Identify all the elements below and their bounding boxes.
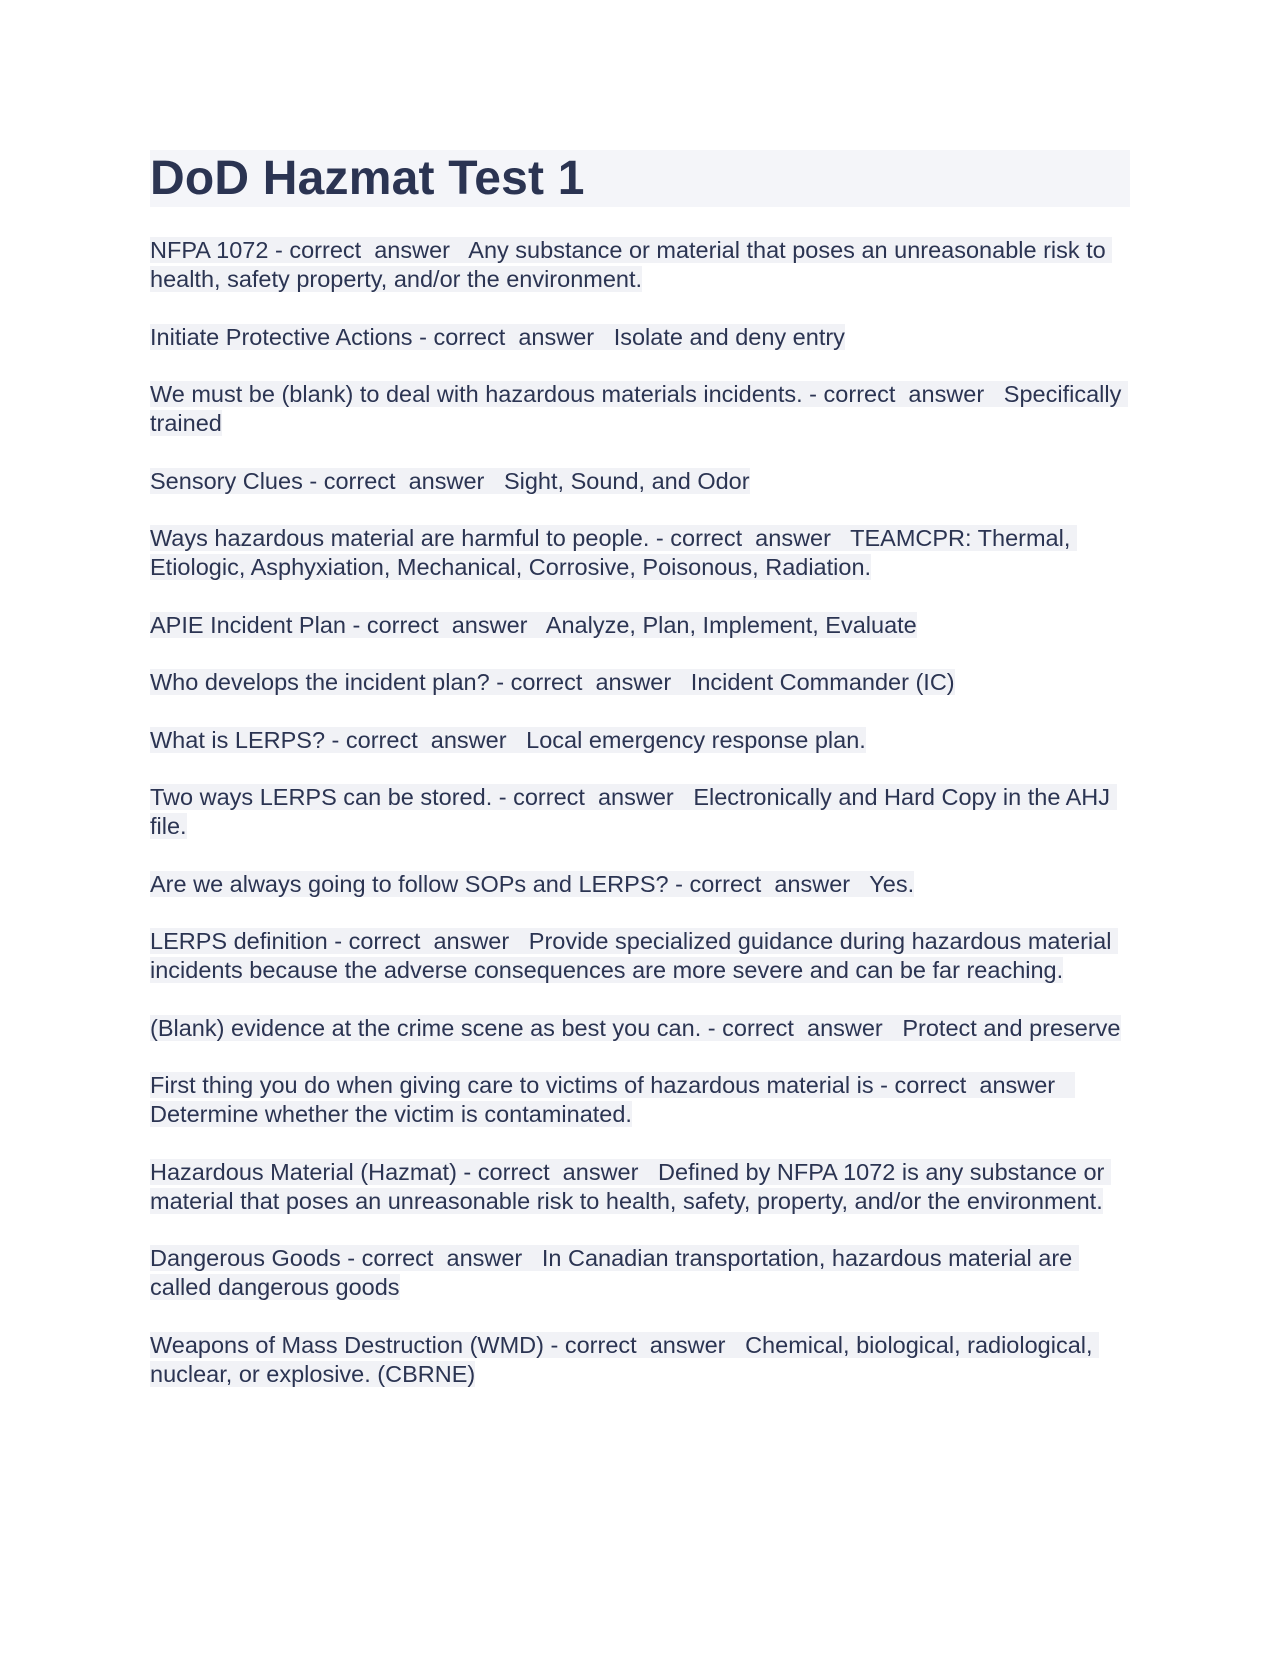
qa-answer-label: correct answer: [348, 928, 510, 954]
title-band: [150, 150, 1130, 207]
qa-answer: Defined by NFPA 1072 is any substance or material that poses an unreasonable risk to health, safety, property, and/or the environment.: [150, 1158, 1111, 1214]
qa-term: APIE Incident Plan: [150, 611, 346, 638]
qa-term: Dangerous Goods: [150, 1245, 341, 1271]
qa-separator: -: [340, 1245, 362, 1271]
qa-term: Weapons of Mass Destruction (WMD): [150, 1331, 544, 1358]
qa-term: Who develops the incident plan?: [150, 669, 490, 695]
qa-highlight: [150, 525, 1077, 580]
qa-answer-label: correct answer: [564, 1331, 726, 1358]
qa-gap: [450, 237, 468, 263]
qa-separator: -: [489, 669, 511, 695]
qa-highlight: [150, 1072, 1075, 1127]
qa-separator: -: [649, 525, 671, 551]
qa-item: [150, 524, 1130, 582]
qa-highlight: [150, 468, 750, 494]
qa-gap: [850, 871, 869, 897]
qa-separator: -: [327, 928, 349, 954]
qa-highlight: [150, 1332, 1099, 1387]
qa-answer-label: correct answer: [894, 1072, 1056, 1098]
qa-separator: -: [412, 323, 434, 350]
qa-separator: -: [345, 611, 367, 638]
qa-answer-label: correct answer: [823, 381, 985, 407]
qa-highlight: [150, 381, 1128, 436]
qa-gap: [509, 928, 529, 954]
qa-answer: Incident Commander (IC): [690, 669, 955, 695]
qa-answer-label: correct answer: [433, 323, 595, 350]
qa-gap: [984, 381, 1004, 407]
qa-list: [150, 236, 1130, 1389]
qa-answer: Determine whether the victim is contaminated.: [150, 1101, 632, 1127]
qa-gap: [527, 612, 545, 638]
qa-term: (Blank) evidence at the crime scene as best you can.: [150, 1014, 702, 1041]
qa-highlight: [150, 784, 1117, 839]
qa-highlight: [150, 324, 845, 350]
qa-answer: Isolate and deny entry: [613, 323, 845, 350]
qa-term: First thing you do when giving care to victims of hazardous material is: [150, 1072, 874, 1098]
qa-answer-label: correct answer: [361, 1245, 523, 1271]
qa-answer: TEAMCPR: Thermal, Etiologic, Asphyxiation, Mechanical, Corrosive, Poisonous, Radiation.: [150, 525, 1077, 580]
qa-highlight: [150, 612, 917, 638]
qa-answer-label: correct answer: [722, 1014, 883, 1041]
qa-item: [150, 467, 1130, 496]
qa-answer: Sight, Sound, and Odor: [503, 467, 750, 494]
qa-answer: Chemical, biological, radiological, nuclear, or explosive. (CBRNE): [150, 1331, 1100, 1387]
qa-separator: -: [668, 870, 690, 897]
qa-gap: [674, 784, 694, 810]
qa-separator: -: [701, 1014, 723, 1041]
qa-highlight: [150, 727, 866, 753]
qa-answer-label: correct answer: [510, 669, 672, 695]
qa-item: [150, 1071, 1130, 1129]
qa-answer: Provide specialized guidance during hazardous material incidents because the adverse consequences are more severe and can be far reaching.: [150, 928, 1118, 983]
qa-item: [150, 927, 1130, 985]
qa-answer: In Canadian transportation, hazardous material are called dangerous goods: [150, 1245, 1079, 1300]
qa-item: [150, 668, 1130, 697]
qa-highlight: [150, 1159, 1111, 1214]
qa-highlight: [150, 871, 914, 897]
qa-separator: -: [543, 1331, 565, 1358]
qa-separator: -: [302, 467, 324, 494]
qa-answer: Protect and preserve: [902, 1014, 1121, 1041]
qa-answer: Analyze, Plan, Implement, Evaluate: [545, 611, 917, 638]
qa-separator: -: [325, 726, 346, 753]
qa-gap: [594, 324, 614, 350]
qa-term: LERPS definition: [150, 928, 328, 954]
qa-item: [150, 380, 1130, 438]
qa-term: NFPA 1072: [150, 237, 269, 263]
qa-highlight: [150, 1245, 1079, 1300]
qa-answer: Specifically trained: [150, 381, 1128, 436]
qa-term: Are we always going to follow SOPs and LERPS?: [150, 870, 669, 897]
qa-answer-label: correct answer: [289, 237, 450, 263]
qa-answer: Any substance or material that poses an unreasonable risk to health, safety property, and/or the environment.: [150, 237, 1113, 292]
qa-term: Two ways LERPS can be stored.: [150, 784, 493, 810]
qa-gap: [507, 727, 527, 753]
qa-answer-label: correct answer: [345, 726, 507, 753]
qa-term: We must be (blank) to deal with hazardous materials incidents.: [150, 381, 803, 407]
document-page: [150, 150, 1130, 1417]
qa-term: Ways hazardous material are harmful to people.: [150, 525, 650, 551]
qa-term: Hazardous Material (Hazmat): [150, 1158, 457, 1185]
qa-item: [150, 870, 1130, 899]
qa-gap: [1055, 1072, 1075, 1098]
qa-item: [150, 783, 1130, 841]
qa-gap: [522, 1245, 542, 1271]
qa-term: What is LERPS?: [150, 726, 326, 753]
qa-highlight: [150, 1015, 1121, 1041]
qa-separator: -: [873, 1072, 895, 1098]
qa-answer-label: correct answer: [366, 611, 528, 638]
qa-item: [150, 1158, 1130, 1216]
qa-separator: -: [492, 784, 514, 810]
qa-gap: [638, 1159, 658, 1185]
qa-item: [150, 1014, 1130, 1043]
qa-item: [150, 323, 1130, 352]
qa-answer-label: correct answer: [323, 467, 485, 494]
qa-gap: [484, 468, 504, 494]
qa-gap: [883, 1015, 903, 1041]
qa-highlight: [150, 669, 955, 695]
qa-separator: -: [268, 237, 290, 263]
qa-answer-label: correct answer: [477, 1158, 639, 1185]
qa-highlight: [150, 928, 1118, 983]
qa-answer: Local emergency response plan.: [526, 726, 866, 753]
qa-gap: [831, 525, 850, 551]
qa-answer-label: correct answer: [513, 784, 674, 810]
qa-term: Sensory Clues: [150, 467, 303, 494]
qa-highlight: [150, 237, 1112, 292]
qa-answer-label: correct answer: [689, 870, 851, 897]
qa-answer: Yes.: [869, 870, 915, 897]
qa-item: [150, 726, 1130, 755]
page-title: DoD Hazmat Test 1: [150, 152, 585, 205]
qa-item: [150, 236, 1130, 294]
qa-answer-label: correct answer: [670, 525, 831, 551]
qa-separator: -: [456, 1158, 478, 1185]
qa-term: Initiate Protective Actions: [150, 323, 413, 350]
qa-gap: [671, 669, 691, 695]
qa-item: [150, 1331, 1130, 1389]
qa-item: [150, 1244, 1130, 1302]
qa-separator: -: [802, 381, 824, 407]
qa-item: [150, 611, 1130, 640]
qa-gap: [725, 1332, 745, 1358]
qa-answer: Electronically and Hard Copy in the AHJ file.: [150, 784, 1117, 839]
